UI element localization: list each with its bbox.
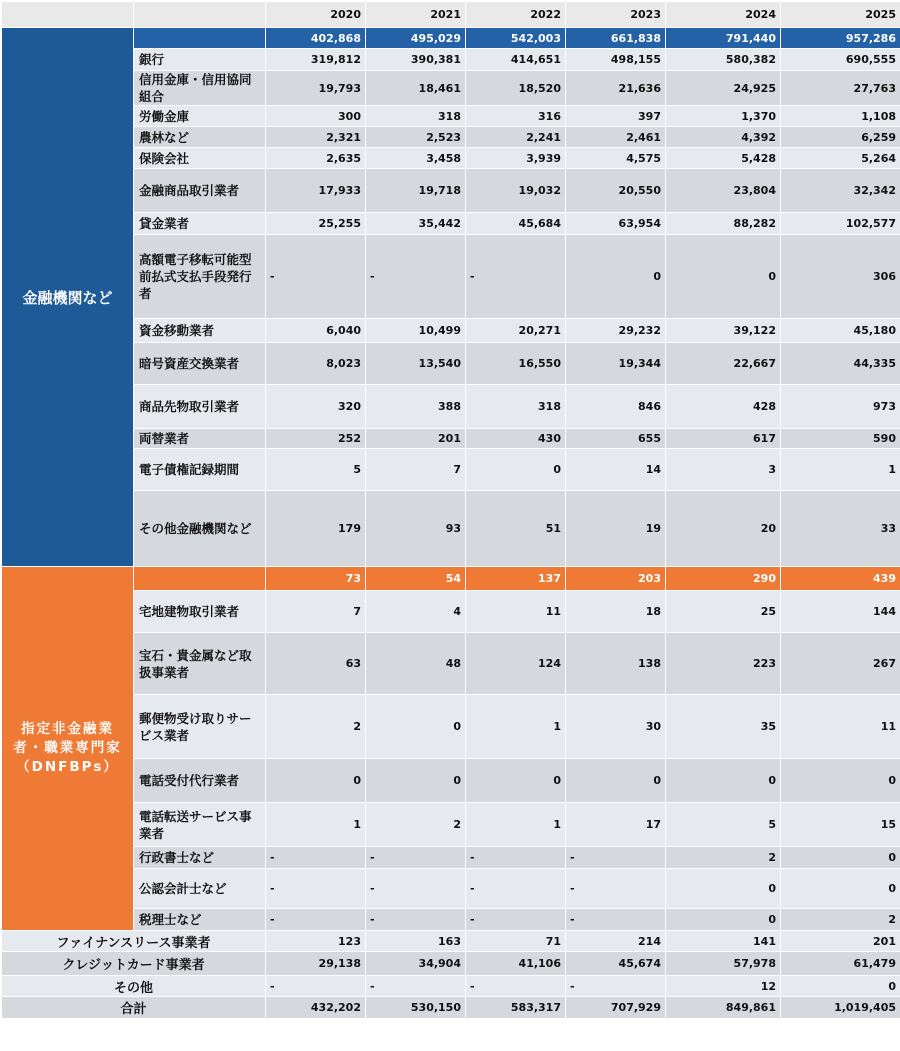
value-cell: 430 (466, 429, 566, 449)
value-cell: - (266, 976, 366, 997)
total-cell: 402,868 (266, 28, 366, 49)
table-row (2, 148, 900, 169)
value-cell: 5 (666, 803, 781, 847)
value-cell: 0 (666, 869, 781, 909)
value-cell: 21,636 (566, 71, 666, 106)
value-cell: 19,718 (366, 169, 466, 213)
value-cell: 1 (781, 449, 900, 491)
table-row (2, 803, 900, 847)
value-cell: 0 (466, 449, 566, 491)
value-cell: 432,202 (266, 997, 366, 1019)
value-cell: 11 (466, 591, 566, 633)
value-cell: 17,933 (266, 169, 366, 213)
header-row (2, 2, 900, 28)
row-label: 行政書士など (134, 847, 266, 869)
value-cell: 20,550 (566, 169, 666, 213)
value-cell: 849,861 (666, 997, 781, 1019)
value-cell: 690,555 (781, 49, 900, 71)
year-header: 2020 (266, 2, 366, 28)
value-cell: 63,954 (566, 213, 666, 235)
value-cell: 123 (266, 931, 366, 952)
total-cell: 73 (266, 567, 366, 591)
value-cell: 18 (566, 591, 666, 633)
table-row (2, 759, 900, 803)
row-label: 資金移動業者 (134, 319, 266, 343)
value-cell: 63 (266, 633, 366, 695)
value-cell: 1 (266, 803, 366, 847)
statistics-table (1, 1, 900, 1019)
value-cell: 707,929 (566, 997, 666, 1019)
value-cell: - (566, 976, 666, 997)
value-cell: 316 (466, 106, 566, 127)
value-cell: 2,635 (266, 148, 366, 169)
value-cell: 19,344 (566, 343, 666, 385)
row-label: 暗号資産交換業者 (134, 343, 266, 385)
row-label: 電話転送サービス事業者 (134, 803, 266, 847)
value-cell: 1,019,405 (781, 997, 900, 1019)
value-cell: 3,458 (366, 148, 466, 169)
value-cell: 0 (666, 759, 781, 803)
row-label: 電子債権記録期間 (134, 449, 266, 491)
value-cell: 13,540 (366, 343, 466, 385)
total-cell: 791,440 (666, 28, 781, 49)
value-cell: 617 (666, 429, 781, 449)
total-cell: 542,003 (466, 28, 566, 49)
value-cell: 0 (666, 909, 781, 931)
value-cell: 35,442 (366, 213, 466, 235)
row-label: 公認会計士など (134, 869, 266, 909)
value-cell: 18,520 (466, 71, 566, 106)
table-row (2, 591, 900, 633)
table-row (2, 869, 900, 909)
summary-label: ファイナンスリース事業者 (2, 931, 266, 952)
value-cell: 20 (666, 491, 781, 567)
group_dnfbp-total-row (2, 567, 900, 591)
value-cell: 1,108 (781, 106, 900, 127)
group_fi-category: 金融機関など (2, 28, 134, 567)
table-row (2, 491, 900, 567)
value-cell: 23,804 (666, 169, 781, 213)
row-label: 宝石・貴金属など取扱事業者 (134, 633, 266, 695)
value-cell: - (466, 869, 566, 909)
table-row (2, 633, 900, 695)
value-cell: 2,523 (366, 127, 466, 148)
value-cell: 19 (566, 491, 666, 567)
value-cell: 124 (466, 633, 566, 695)
value-cell: 20,271 (466, 319, 566, 343)
value-cell: 1,370 (666, 106, 781, 127)
value-cell: 27,763 (781, 71, 900, 106)
value-cell: 223 (666, 633, 781, 695)
value-cell: 0 (566, 235, 666, 319)
total-label-blank (134, 567, 266, 591)
value-cell: 1 (466, 803, 566, 847)
value-cell: 0 (366, 759, 466, 803)
row-label: 貸金業者 (134, 213, 266, 235)
value-cell: 45,674 (566, 952, 666, 976)
value-cell: 846 (566, 385, 666, 429)
value-cell: 11 (781, 695, 900, 759)
value-cell: 397 (566, 106, 666, 127)
value-cell: - (266, 235, 366, 319)
value-cell: 2 (666, 847, 781, 869)
value-cell: 19,793 (266, 71, 366, 106)
value-cell: - (266, 909, 366, 931)
header-blank (134, 2, 266, 28)
value-cell: - (566, 847, 666, 869)
table-row (2, 169, 900, 213)
value-cell: 498,155 (566, 49, 666, 71)
summary-label: クレジットカード事業者 (2, 952, 266, 976)
value-cell: - (266, 847, 366, 869)
value-cell: - (566, 869, 666, 909)
table-row (2, 71, 900, 106)
value-cell: 414,651 (466, 49, 566, 71)
value-cell: 3 (666, 449, 781, 491)
value-cell: 5,428 (666, 148, 781, 169)
value-cell: 41,106 (466, 952, 566, 976)
row-label: 両替業者 (134, 429, 266, 449)
value-cell: 0 (366, 695, 466, 759)
value-cell: 318 (466, 385, 566, 429)
row-label: 商品先物取引業者 (134, 385, 266, 429)
summary-row (2, 952, 900, 976)
total-cell: 495,029 (366, 28, 466, 49)
value-cell: 318 (366, 106, 466, 127)
value-cell: 102,577 (781, 213, 900, 235)
value-cell: 45,180 (781, 319, 900, 343)
value-cell: 93 (366, 491, 466, 567)
table-row (2, 235, 900, 319)
value-cell: 29,232 (566, 319, 666, 343)
value-cell: 5 (266, 449, 366, 491)
value-cell: 48 (366, 633, 466, 695)
row-label: 信用金庫・信用協同組合 (134, 71, 266, 106)
value-cell: 2,461 (566, 127, 666, 148)
year-header: 2023 (566, 2, 666, 28)
table-row (2, 429, 900, 449)
value-cell: 17 (566, 803, 666, 847)
table-row (2, 385, 900, 429)
value-cell: 71 (466, 931, 566, 952)
value-cell: - (366, 909, 466, 931)
value-cell: 2,241 (466, 127, 566, 148)
value-cell: 35 (666, 695, 781, 759)
value-cell: 0 (781, 759, 900, 803)
value-cell: 973 (781, 385, 900, 429)
value-cell: 1 (466, 695, 566, 759)
row-label: 金融商品取引業者 (134, 169, 266, 213)
value-cell: 7 (366, 449, 466, 491)
table-row (2, 319, 900, 343)
value-cell: 7 (266, 591, 366, 633)
value-cell: 10,499 (366, 319, 466, 343)
table-row (2, 127, 900, 148)
total-cell: 54 (366, 567, 466, 591)
total-cell: 203 (566, 567, 666, 591)
value-cell: 25 (666, 591, 781, 633)
total-cell: 137 (466, 567, 566, 591)
value-cell: 2 (781, 909, 900, 931)
value-cell: 24,925 (666, 71, 781, 106)
value-cell: 388 (366, 385, 466, 429)
row-label: 郵便物受け取りサービス業者 (134, 695, 266, 759)
row-label: 農林など (134, 127, 266, 148)
value-cell: 2,321 (266, 127, 366, 148)
value-cell: 30 (566, 695, 666, 759)
table-row (2, 213, 900, 235)
value-cell: 2 (366, 803, 466, 847)
total-cell: 290 (666, 567, 781, 591)
summary-row (2, 976, 900, 997)
value-cell: 306 (781, 235, 900, 319)
value-cell: - (366, 976, 466, 997)
header-blank (2, 2, 134, 28)
value-cell: 15 (781, 803, 900, 847)
value-cell: 25,255 (266, 213, 366, 235)
value-cell: 19,032 (466, 169, 566, 213)
value-cell: 0 (566, 759, 666, 803)
row-label: 労働金庫 (134, 106, 266, 127)
value-cell: 45,684 (466, 213, 566, 235)
value-cell: 530,150 (366, 997, 466, 1019)
table-row (2, 847, 900, 869)
value-cell: 0 (266, 759, 366, 803)
value-cell: 57,978 (666, 952, 781, 976)
value-cell: 0 (781, 847, 900, 869)
value-cell: 5,264 (781, 148, 900, 169)
value-cell: 138 (566, 633, 666, 695)
total-label-blank (134, 28, 266, 49)
value-cell: 0 (781, 976, 900, 997)
value-cell: 580,382 (666, 49, 781, 71)
value-cell: 655 (566, 429, 666, 449)
value-cell: 390,381 (366, 49, 466, 71)
value-cell: 61,479 (781, 952, 900, 976)
value-cell: 14 (566, 449, 666, 491)
value-cell: - (366, 235, 466, 319)
total-cell: 957,286 (781, 28, 900, 49)
value-cell: 3,939 (466, 148, 566, 169)
value-cell: 18,461 (366, 71, 466, 106)
value-cell: 8,023 (266, 343, 366, 385)
value-cell: 201 (366, 429, 466, 449)
table-row (2, 106, 900, 127)
summary-row (2, 997, 900, 1019)
value-cell: 252 (266, 429, 366, 449)
year-header: 2024 (666, 2, 781, 28)
value-cell: - (266, 869, 366, 909)
value-cell: 2 (266, 695, 366, 759)
row-label: その他金融機関など (134, 491, 266, 567)
value-cell: 39,122 (666, 319, 781, 343)
value-cell: - (466, 909, 566, 931)
value-cell: 33 (781, 491, 900, 567)
value-cell: - (566, 909, 666, 931)
row-label: 税理士など (134, 909, 266, 931)
value-cell: 51 (466, 491, 566, 567)
value-cell: 88,282 (666, 213, 781, 235)
summary-row (2, 931, 900, 952)
value-cell: 179 (266, 491, 366, 567)
group_fi-total-row (2, 28, 900, 49)
value-cell: 319,812 (266, 49, 366, 71)
year-header: 2021 (366, 2, 466, 28)
value-cell: - (466, 235, 566, 319)
value-cell: - (466, 976, 566, 997)
value-cell: 6,040 (266, 319, 366, 343)
row-label: 銀行 (134, 49, 266, 71)
value-cell: 141 (666, 931, 781, 952)
value-cell: 428 (666, 385, 781, 429)
table-row (2, 909, 900, 931)
value-cell: 144 (781, 591, 900, 633)
value-cell: 0 (666, 235, 781, 319)
value-cell: 6,259 (781, 127, 900, 148)
value-cell: - (466, 847, 566, 869)
value-cell: 34,904 (366, 952, 466, 976)
total-cell: 439 (781, 567, 900, 591)
table-row (2, 343, 900, 385)
value-cell: 590 (781, 429, 900, 449)
value-cell: - (366, 847, 466, 869)
value-cell: 22,667 (666, 343, 781, 385)
table-row (2, 49, 900, 71)
row-label: 保険会社 (134, 148, 266, 169)
value-cell: 583,317 (466, 997, 566, 1019)
value-cell: 201 (781, 931, 900, 952)
value-cell: 320 (266, 385, 366, 429)
summary-label: 合計 (2, 997, 266, 1019)
value-cell: - (366, 869, 466, 909)
value-cell: 12 (666, 976, 781, 997)
row-label: 宅地建物取引業者 (134, 591, 266, 633)
value-cell: 16,550 (466, 343, 566, 385)
value-cell: 4,575 (566, 148, 666, 169)
group_dnfbp-category: 指定非金融業者・職業専門家（DNFBPs） (2, 567, 134, 931)
value-cell: 163 (366, 931, 466, 952)
total-cell: 661,838 (566, 28, 666, 49)
value-cell: 29,138 (266, 952, 366, 976)
year-header: 2022 (466, 2, 566, 28)
value-cell: 4 (366, 591, 466, 633)
value-cell: 214 (566, 931, 666, 952)
table-row (2, 449, 900, 491)
row-label: 高額電子移転可能型 前払式支払手段発行者 (134, 235, 266, 319)
value-cell: 44,335 (781, 343, 900, 385)
value-cell: 0 (466, 759, 566, 803)
value-cell: 267 (781, 633, 900, 695)
year-header: 2025 (781, 2, 900, 28)
value-cell: 0 (781, 869, 900, 909)
value-cell: 4,392 (666, 127, 781, 148)
table-row (2, 695, 900, 759)
summary-label: その他 (2, 976, 266, 997)
row-label: 電話受付代行業者 (134, 759, 266, 803)
value-cell: 32,342 (781, 169, 900, 213)
value-cell: 300 (266, 106, 366, 127)
